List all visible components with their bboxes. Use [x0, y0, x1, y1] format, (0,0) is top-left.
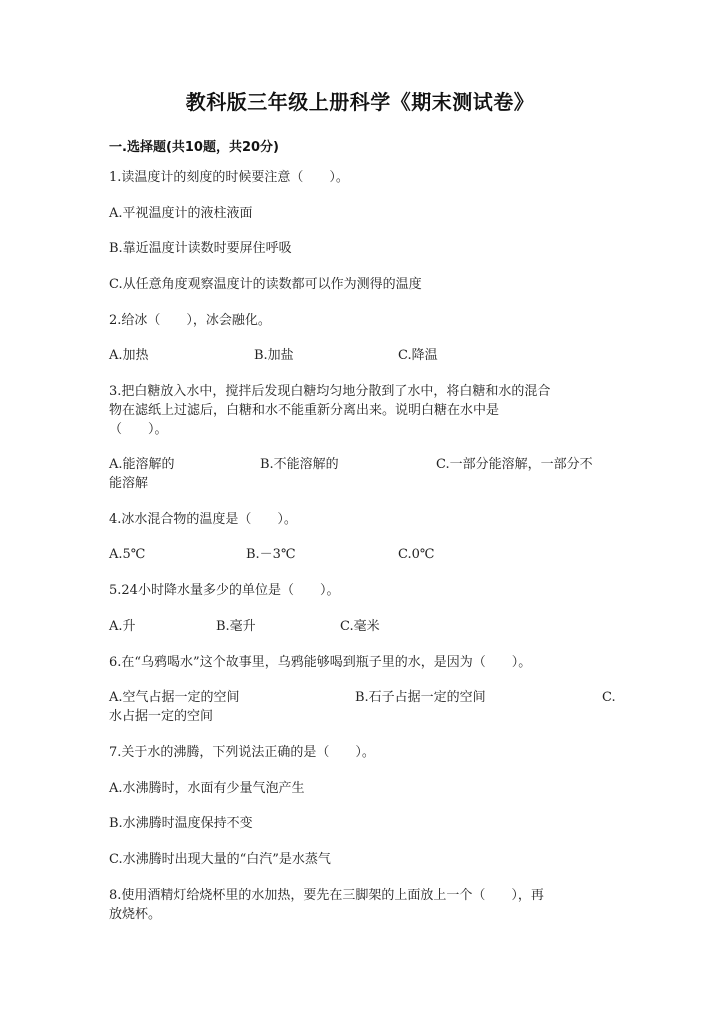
question-7-stem: 7.关于水的沸腾，下列说法正确的是（ ）。 — [109, 745, 375, 760]
question-3-stem-line-2: 物在滤纸上过滤后，白糖和水不能重新分离出来。说明白糖在水中是 — [109, 403, 500, 418]
question-7-option-b[interactable]: B.水沸腾时温度保持不变 — [109, 816, 253, 831]
question-4-option-c[interactable]: C.0℃ — [398, 547, 435, 562]
question-6-stem: 6.在“乌鸦喝水”这个故事里，乌鸦能够喝到瓶子里的水，是因为（ ）。 — [109, 655, 532, 670]
question-6-option-b[interactable]: B.石子占据一定的空间 — [355, 690, 486, 705]
question-5-option-c[interactable]: C.毫米 — [340, 619, 380, 634]
question-1-stem: 1.读温度计的刻度的时候要注意（ ）。 — [109, 170, 349, 185]
question-5-option-a[interactable]: A.升 — [109, 619, 136, 634]
question-1-option-c[interactable]: C.从任意角度观察温度计的读数都可以作为测得的温度 — [109, 277, 422, 292]
question-6-option-a[interactable]: A.空气占据一定的空间 — [109, 690, 240, 705]
question-2-option-a[interactable]: A.加热 — [109, 348, 149, 363]
question-6-option-c[interactable]: C. — [602, 690, 616, 705]
question-3-option-a[interactable]: A.能溶解的 — [109, 457, 175, 472]
question-2-stem: 2.给冰（ ），冰会融化。 — [109, 313, 271, 328]
question-3-stem-line-1: 3.把白糖放入水中，搅拌后发现白糖均匀地分散到了水中，将白糖和水的混合 — [109, 384, 551, 399]
question-8-stem-line-2: 放烧杯。 — [109, 907, 162, 922]
question-7-option-a[interactable]: A.水沸腾时，水面有少量气泡产生 — [109, 781, 305, 796]
question-3-option-c-wrap[interactable]: 能溶解 — [109, 476, 149, 491]
question-3-stem-line-3: （ ）。 — [109, 422, 168, 437]
question-3-option-c[interactable]: C.一部分能溶解，一部分不 — [436, 457, 593, 472]
page-title: 教科版三年级上册科学《期末测试卷》 — [185, 90, 535, 114]
question-1-option-b[interactable]: B.靠近温度计读数时要屏住呼吸 — [109, 241, 292, 256]
question-1-option-a[interactable]: A.平视温度计的液柱液面 — [109, 206, 253, 221]
question-4-option-b[interactable]: B.－3℃ — [246, 547, 296, 562]
question-4-option-a[interactable]: A.5℃ — [109, 547, 146, 562]
section-heading: 一.选择题(共10题，共20分) — [109, 140, 280, 155]
question-3-option-b[interactable]: B.不能溶解的 — [260, 457, 339, 472]
question-6-option-c-wrap[interactable]: 水占据一定的空间 — [109, 709, 214, 724]
question-5-option-b[interactable]: B.毫升 — [216, 619, 256, 634]
question-4-stem: 4.冰水混合物的温度是（ ）。 — [109, 512, 297, 527]
question-5-stem: 5.24小时降水量多少的单位是（ ）。 — [109, 583, 340, 598]
question-2-option-b[interactable]: B.加盐 — [254, 348, 294, 363]
question-7-option-c[interactable]: C.水沸腾时出现大量的“白汽”是水蒸气 — [109, 852, 331, 867]
question-8-stem-line-1: 8.使用酒精灯给烧杯里的水加热，要先在三脚架的上面放上一个（ ），再 — [109, 888, 544, 903]
question-2-option-c[interactable]: C.降温 — [398, 348, 438, 363]
